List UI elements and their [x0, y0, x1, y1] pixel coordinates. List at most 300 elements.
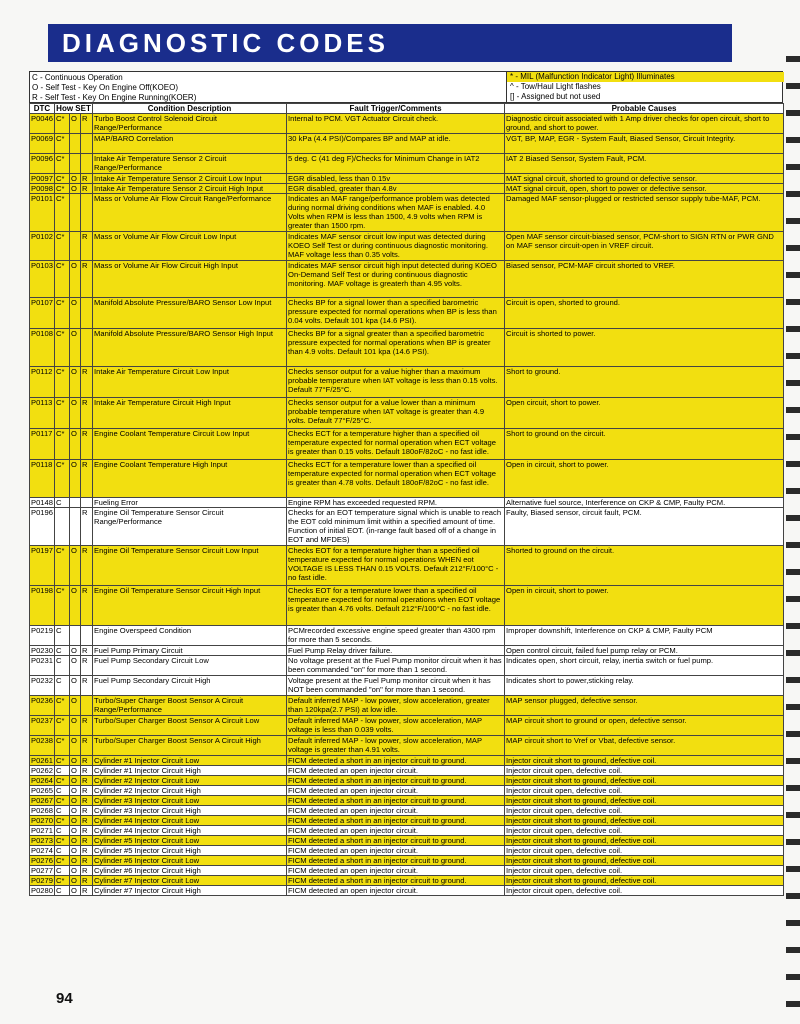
cause-cell: Faulty, Biased sensor, circuit fault, PCM. [505, 508, 784, 546]
fault-cell: Checks BP for a signal lower than a specified barometric pressure expected for normal operations when BP is less than 0.04 volts. Default 101 kpa (14.6 PSI). [287, 298, 505, 329]
diagnostic-codes-table [29, 103, 784, 896]
dtc-cell: P0046 [30, 114, 55, 134]
cause-cell: Short to ground on the circuit. [505, 429, 784, 460]
how-set-o-cell: O [70, 776, 81, 786]
fault-cell: Checks EOT for a temperature lower than a specified oil temperature expected for normal operations when EOT voltage is greater than 4.76 volts. Default 212°F/100°C - no fast idle. [287, 586, 505, 626]
how-set-c-cell: C* [55, 796, 70, 806]
how-set-o-cell: O [70, 646, 81, 656]
dtc-cell: P0265 [31, 786, 53, 795]
table-row [30, 646, 784, 656]
how-set-o-cell: O [70, 367, 81, 398]
fault-cell: Default inferred MAP - low power, slow acceleration, greater than 120kpa(2.7 PSI) at low idle. [287, 696, 505, 716]
condition-cell: Turbo/Super Charger Boost Sensor A Circuit High [93, 736, 287, 756]
table-row [30, 367, 784, 398]
fault-cell: FICM detected a short in an injector circuit to ground. [287, 756, 505, 766]
dtc-cell: P0237 [30, 716, 55, 736]
how-set-c-cell: C [55, 866, 70, 876]
cause-cell: Injector circuit short to ground, defective coil. [505, 756, 784, 766]
fault-cell: FICM detected an open injector circuit. [287, 766, 505, 776]
condition-cell: Cylinder #3 Injector Circuit High [93, 806, 287, 816]
how-set-o-cell: O [70, 786, 81, 796]
fault-cell: Indicates MAF sensor circuit high input detected during KOEO On-Demand Self Test or during continuous diagnostic monitoring. MAF voltage is greaterh than 4.95 volts. [287, 261, 505, 298]
cause-cell: MAT signal circuit, open, short to power or defective sensor. [505, 184, 784, 194]
cause-cell: Open control circuit, failed fuel pump relay or PCM. [505, 646, 784, 656]
dtc-cell: P0274 [31, 846, 53, 855]
cause-cell: Alternative fuel source, Interference on CKP & CMP, Faulty PCM. [505, 498, 784, 508]
condition-cell: Cylinder #5 Injector Circuit Low [93, 836, 287, 846]
condition-cell: Engine Coolant Temperature High Input [93, 460, 287, 498]
how-set-c-cell: C* [55, 194, 70, 232]
fault-cell: Checks BP for a signal greater than a specified barometric pressure expected for normal operations when BP is greater than 4.9 volts. Default 101 kpa (14.6 PSI). [287, 329, 505, 367]
dtc-cell: P0196 [30, 508, 55, 546]
table-row [30, 826, 784, 836]
how-set-c-cell: C [55, 766, 70, 776]
how-set-r-cell: R [81, 460, 93, 498]
dtc-cell: P0238 [30, 736, 55, 756]
table-row [30, 796, 784, 806]
condition-cell: Turbo Boost Control Solenoid Circuit Range/Performance [93, 114, 287, 134]
cause-cell: Improper downshift, Interference on CKP & CMP, Faulty PCM [505, 626, 784, 646]
dtc-cell: P0219 [30, 626, 55, 646]
how-set-o-cell: O [70, 298, 81, 329]
condition-cell: Cylinder #5 Injector Circuit High [93, 846, 287, 856]
dtc-cell: P0102 [30, 232, 55, 261]
cause-cell: Damaged MAF sensor-plugged or restricted sensor supply tube-MAF, PCM. [505, 194, 784, 232]
condition-cell: Cylinder #2 Injector Circuit High [93, 786, 287, 796]
table-row [30, 836, 784, 846]
how-set-r-cell: R [81, 261, 93, 298]
how-set-o-cell [70, 498, 81, 508]
how-set-o-cell: O [70, 766, 81, 776]
how-set-r-cell [81, 194, 93, 232]
how-set-c-cell: C* [55, 546, 70, 586]
how-set-c-cell: C* [55, 298, 70, 329]
legend-tow-haul: ^ - Tow/Haul Light flashes [510, 82, 601, 91]
fault-cell: FICM detected an open injector circuit. [287, 826, 505, 836]
fault-cell: Default inferred MAP - low power, slow acceleration, MAP voltage is less than 0.039 volts. [287, 716, 505, 736]
fault-cell: FICM detected a short in an injector circuit to ground. [287, 876, 505, 886]
dtc-cell: P0108 [30, 329, 55, 367]
table-row [30, 114, 784, 134]
page-number: 94 [56, 990, 73, 1007]
fault-cell: Engine RPM has exceeded requested RPM. [287, 498, 505, 508]
how-set-c-cell: C* [55, 367, 70, 398]
how-set-c-cell: C [55, 786, 70, 796]
how-set-c-cell: C [55, 886, 70, 896]
fault-cell: Checks EOT for a temperature higher than a specified oil temperature expected for normal operations WHEN eot VOLTAGE IS LESS THAN 0.15 VOLTS. Default 212°F/100°C - no fast idle. [287, 546, 505, 586]
fault-cell: Checks ECT for a temperature lower than a specified oil temperature expected for normal operation when ECT voltage is greater than 4.78 volts. Default 180oF/82oC - no fast idle. [287, 460, 505, 498]
fault-cell: Voltage present at the Fuel Pump monitor circuit when it has NOT been commanded "on" for more than 1 second. [287, 676, 505, 696]
dtc-cell: P0261 [31, 756, 53, 765]
how-set-r-cell: R [81, 846, 93, 856]
table-row [30, 816, 784, 826]
table-row [30, 232, 784, 261]
how-set-o-cell: O [70, 836, 81, 846]
how-set-r-cell: R [81, 796, 93, 806]
fault-cell: 30 kPa (4.4 PSI)/Compares BP and MAP at idle. [287, 134, 505, 154]
how-set-r-cell: R [81, 429, 93, 460]
how-set-o-cell [70, 232, 81, 261]
fault-cell: EGR disabled, less than 0.15v [287, 174, 505, 184]
how-set-r-cell: R [81, 826, 93, 836]
condition-cell: Cylinder #4 Injector Circuit High [93, 826, 287, 836]
fault-cell: FICM detected an open injector circuit. [287, 866, 505, 876]
dtc-cell: P0276 [31, 856, 53, 865]
condition-cell: Intake Air Temperature Sensor 2 Circuit Low Input [93, 174, 287, 184]
how-set-o-cell: O [70, 261, 81, 298]
cause-cell: MAP sensor plugged, defective sensor. [505, 696, 784, 716]
how-set-c-cell: C* [55, 174, 70, 184]
cause-cell: Biased sensor, PCM-MAF circuit shorted to VREF. [505, 261, 784, 298]
how-set-c-cell: C [55, 846, 70, 856]
how-set-o-cell: O [70, 586, 81, 626]
how-set-r-cell: R [81, 876, 93, 886]
how-set-o-cell: O [70, 806, 81, 816]
condition-cell: Intake Air Temperature Sensor 2 Circuit Range/Performance [93, 154, 287, 174]
dtc-cell: P0273 [31, 836, 53, 845]
table-row [30, 329, 784, 367]
how-set-r-cell: R [81, 184, 93, 194]
condition-cell: Cylinder #6 Injector Circuit High [93, 866, 287, 876]
how-set-c-cell: C* [55, 776, 70, 786]
condition-cell: Fueling Error [93, 498, 287, 508]
how-set-o-cell: O [70, 846, 81, 856]
table-row [30, 766, 784, 776]
table-row [30, 716, 784, 736]
fault-cell: FICM detected an open injector circuit. [287, 846, 505, 856]
how-set-c-cell: C* [55, 154, 70, 174]
how-set-o-cell: O [70, 184, 81, 194]
how-set-r-cell [81, 298, 93, 329]
fault-cell: Fuel Pump Relay driver failure. [287, 646, 505, 656]
how-set-c-cell: C* [55, 696, 70, 716]
how-set-r-cell: R [81, 646, 93, 656]
cause-cell: Injector circuit short to ground, defective coil. [505, 816, 784, 826]
how-set-r-cell: R [81, 766, 93, 776]
condition-cell: Engine Oil Temperature Sensor Circuit Low Input [93, 546, 287, 586]
cause-cell: Circuit is shorted to power. [505, 329, 784, 367]
how-set-r-cell: R [81, 856, 93, 866]
symbol-legend [506, 72, 784, 102]
condition-cell: Intake Air Temperature Circuit Low Input [93, 367, 287, 398]
how-set-header: How SET [56, 104, 91, 113]
how-set-o-cell: O [70, 796, 81, 806]
dtc-cell: P0230 [31, 646, 53, 655]
how-set-r-cell: R [81, 806, 93, 816]
how-set-r-cell [81, 134, 93, 154]
table-row [30, 696, 784, 716]
condition-cell: Engine Coolant Temperature Circuit Low Input [93, 429, 287, 460]
how-set-c-cell: C [55, 626, 70, 646]
condition-cell: Mass or Volume Air Flow Circuit Range/Performance [93, 194, 287, 232]
dtc-cell: P0271 [31, 826, 53, 835]
fault-cell: 5 deg. C (41 deg F)/Checks for Minimum Change in IAT2 [287, 154, 505, 174]
condition-cell: Manifold Absolute Pressure/BARO Sensor Low Input [93, 298, 287, 329]
table-row [30, 846, 784, 856]
spiral-binding [786, 40, 800, 1024]
table-row [30, 134, 784, 154]
table-row [30, 298, 784, 329]
cause-cell: Indicates open, short circuit, relay, inertia switch or fuel pump. [505, 656, 784, 676]
dtc-cell: P0148 [31, 498, 53, 507]
table-row [30, 856, 784, 866]
dtc-cell: P0267 [31, 796, 53, 805]
how-set-o-cell: O [70, 816, 81, 826]
cause-cell: Injector circuit short to ground, defective coil. [505, 856, 784, 866]
table-row [30, 756, 784, 766]
table-row [30, 194, 784, 232]
legend-koeo: O - Self Test - Key On Engine Off(KOEO) [32, 83, 178, 92]
how-set-r-cell: R [81, 786, 93, 796]
how-set-r-cell: R [81, 736, 93, 756]
cause-cell: Circuit is open, shorted to ground. [505, 298, 784, 329]
table-row [30, 508, 784, 546]
how-set-c-cell: C [55, 656, 70, 676]
table-row [30, 154, 784, 174]
how-set-c-cell: C* [55, 836, 70, 846]
how-set-c-cell: C* [55, 856, 70, 866]
condition-cell: Cylinder #1 Injector Circuit Low [93, 756, 287, 766]
condition-cell: Cylinder #3 Injector Circuit Low [93, 796, 287, 806]
table-row [30, 429, 784, 460]
cause-cell: MAT signal circuit, shorted to ground or defective sensor. [505, 174, 784, 184]
cause-cell: Open in circuit, short to power. [505, 460, 784, 498]
fault-cell: Indicates MAF sensor circuit low input was detected during KOEO Self Test or during continuous diagnostic monitoring. MAF voltage less than 0.35 volts. [287, 232, 505, 261]
table-row [30, 786, 784, 796]
condition-cell: Cylinder #4 Injector Circuit Low [93, 816, 287, 826]
cause-cell: Shorted to ground on the circuit. [505, 546, 784, 586]
how-set-r-cell: R [81, 114, 93, 134]
legend-assigned: [] - Assigned but not used [510, 92, 601, 101]
how-set-r-cell: R [81, 546, 93, 586]
fault-cell: Checks sensor output for a value higher than a maximum probable temperature when IAT voltage is less than 0.15 volts. Default 77°F/25°C. [287, 367, 505, 398]
legend-continuous: C - Continuous Operation [32, 73, 123, 82]
how-set-c-cell: C* [55, 716, 70, 736]
dtc-cell: P0096 [30, 154, 55, 174]
cause-cell: Injector circuit open, defective coil. [505, 766, 784, 776]
condition-cell: Cylinder #1 Injector Circuit High [93, 766, 287, 776]
how-set-r-cell: R [81, 232, 93, 261]
how-set-c-cell: C [55, 826, 70, 836]
how-set-o-cell [70, 194, 81, 232]
how-set-c-cell: C* [55, 736, 70, 756]
how-set-c-cell: C* [55, 876, 70, 886]
fault-cell: FICM detected an open injector circuit. [287, 886, 505, 896]
how-set-o-cell [70, 134, 81, 154]
condition-cell: Mass or Volume Air Flow Circuit Low Input [93, 232, 287, 261]
table-row [30, 184, 784, 194]
condition-cell: Manifold Absolute Pressure/BARO Sensor High Input [93, 329, 287, 367]
fault-cell: PCMrecorded excessive engine speed greater than 4300 rpm for more than 5 seconds. [287, 626, 505, 646]
table-row [30, 460, 784, 498]
how-set-r-cell: R [81, 836, 93, 846]
cause-cell: MAP circuit short to ground or open, defective sensor. [505, 716, 784, 736]
legend-mil: * - MIL (Malfunction Indicator Light) Illuminates [507, 72, 784, 82]
dtc-cell: P0262 [31, 766, 53, 775]
how-set-r-cell: R [81, 656, 93, 676]
how-set-o-cell: O [70, 174, 81, 184]
how-set-c-cell: C* [55, 460, 70, 498]
fault-cell: FICM detected a short in an injector circuit to ground. [287, 796, 505, 806]
how-set-r-cell: R [81, 398, 93, 429]
how-set-r-cell: R [81, 174, 93, 184]
how-set-c-cell: C* [55, 429, 70, 460]
how-set-o-cell: O [70, 460, 81, 498]
condition-cell: Turbo/Super Charger Boost Sensor A Circuit Low [93, 716, 287, 736]
fault-cell: Checks sensor output for a value lower than a minimum probable temperature when IAT voltage is greater than 4.9 volts. Default 77°F/25°C. [287, 398, 505, 429]
fault-cell: FICM detected an open injector circuit. [287, 806, 505, 816]
legend-box [29, 71, 783, 103]
legend-koer: R - Self Test - Key On Engine Running(KOER) [32, 93, 197, 102]
cause-cell: MAP circuit short to Vref or Vbat, defective sensor. [505, 736, 784, 756]
how-set-o-cell: O [70, 114, 81, 134]
condition-cell: Mass or Volume Air Flow Circuit High Input [93, 261, 287, 298]
how-set-c-cell: C* [55, 586, 70, 626]
how-set-c-cell [55, 508, 70, 546]
how-set-o-cell: O [70, 429, 81, 460]
how-set-o-cell: O [70, 696, 81, 716]
cause-cell: Injector circuit open, defective coil. [505, 786, 784, 796]
how-set-o-cell: O [70, 329, 81, 367]
how-set-legend [32, 73, 502, 103]
fault-cell: EGR disabled, greater than 4.8v [287, 184, 505, 194]
how-set-r-cell: R [81, 756, 93, 766]
dtc-cell: P0101 [30, 194, 55, 232]
fault-cell: Internal to PCM. VGT Actuator Circuit check. [287, 114, 505, 134]
causes-header: Probable Causes [505, 104, 784, 114]
table-row [30, 886, 784, 896]
table-row [30, 261, 784, 298]
condition-cell: Cylinder #7 Injector Circuit High [93, 886, 287, 896]
dtc-cell: P0112 [30, 367, 55, 398]
table-row [30, 498, 784, 508]
dtc-cell: P0279 [31, 876, 53, 885]
fault-cell: Checks for an EOT temperature signal which is unable to reach the EOT cold minimum limit within a specified amount of time. Function of initial EOT. (in-range fault based off of a change in EOT and MFDES) [287, 508, 505, 546]
how-set-c-cell: C [55, 676, 70, 696]
cause-cell: Injector circuit open, defective coil. [505, 826, 784, 836]
table-row [30, 174, 784, 184]
how-set-r-cell [81, 498, 93, 508]
fault-cell: FICM detected a short in an injector circuit to ground. [287, 776, 505, 786]
table-row [30, 586, 784, 626]
how-set-c-cell: C* [55, 134, 70, 154]
how-set-c-cell: C [55, 498, 70, 508]
how-set-r-cell: R [81, 866, 93, 876]
condition-cell: Engine Oil Temperature Sensor Circuit Range/Performance [93, 508, 287, 546]
how-set-r-cell: R [81, 367, 93, 398]
how-set-c-cell: C [55, 806, 70, 816]
cause-cell: IAT 2 Biased Sensor, System Fault, PCM. [505, 154, 784, 174]
how-set-o-cell: O [70, 886, 81, 896]
how-set-r-cell: R [81, 816, 93, 826]
dtc-cell: P0118 [30, 460, 55, 498]
cause-cell: Injector circuit short to ground, defective coil. [505, 876, 784, 886]
dtc-cell: P0197 [30, 546, 55, 586]
how-set-c-cell: C* [55, 184, 70, 194]
how-set-r-cell: R [81, 676, 93, 696]
how-set-c-cell: C* [55, 114, 70, 134]
dtc-cell: P0069 [30, 134, 55, 154]
fault-cell: No voltage present at the Fuel Pump monitor circuit when it has been commanded "on" for more than 1 second. [287, 656, 505, 676]
how-set-r-cell: R [81, 508, 93, 546]
how-set-r-cell [81, 626, 93, 646]
how-set-o-cell [70, 154, 81, 174]
table-row [30, 676, 784, 696]
how-set-o-cell: O [70, 736, 81, 756]
cause-cell: Open MAF sensor circuit-biased sensor, PCM-short to SIGN RTN or PWR GND on MAF sensor circuit-open in VREF circuit. [505, 232, 784, 261]
fault-cell: Checks ECT for a temperature higher than a specified oil temperature expected for normal operation when ECT voltage is greater than 0.15 volts. Default 180oF/82oC - no fast idle. [287, 429, 505, 460]
how-set-o-cell: O [70, 866, 81, 876]
how-set-o-cell: O [70, 398, 81, 429]
condition-cell: Fuel Pump Primary Circuit [93, 646, 287, 656]
dtc-cell: P0107 [30, 298, 55, 329]
how-set-c-cell: C* [55, 232, 70, 261]
how-set-o-cell: O [70, 826, 81, 836]
how-set-o-cell: O [70, 876, 81, 886]
page-title: DIAGNOSTIC CODES [48, 24, 732, 62]
dtc-cell: P0236 [30, 696, 55, 716]
fault-cell: FICM detected a short in an injector circuit to ground. [287, 816, 505, 826]
dtc-cell: P0277 [31, 866, 53, 875]
condition-cell: Cylinder #2 Injector Circuit Low [93, 776, 287, 786]
how-set-c-cell: C* [55, 329, 70, 367]
how-set-r-cell: R [81, 776, 93, 786]
cause-cell: Injector circuit open, defective coil. [505, 886, 784, 896]
cause-cell: Injector circuit short to ground, defective coil. [505, 836, 784, 846]
cause-cell: Open circuit, short to power. [505, 398, 784, 429]
cause-cell: Open in circuit, short to power. [505, 586, 784, 626]
fault-cell: FICM detected a short in an injector circuit to ground. [287, 836, 505, 846]
dtc-header: DTC [30, 104, 55, 114]
cause-cell: Injector circuit open, defective coil. [505, 806, 784, 816]
table-row [30, 806, 784, 816]
dtc-cell: P0232 [30, 676, 55, 696]
condition-cell: Cylinder #7 Injector Circuit Low [93, 876, 287, 886]
how-set-r-cell [81, 154, 93, 174]
table-row [30, 656, 784, 676]
how-set-o-cell: O [70, 756, 81, 766]
dtc-cell: P0113 [30, 398, 55, 429]
how-set-c-cell: C* [55, 398, 70, 429]
how-set-c-cell: C [55, 646, 70, 656]
table-row [30, 398, 784, 429]
table-row [30, 736, 784, 756]
dtc-cell: P0097 [31, 174, 53, 183]
how-set-o-cell: O [70, 656, 81, 676]
how-set-r-cell: R [81, 886, 93, 896]
table-row [30, 866, 784, 876]
how-set-o-cell: O [70, 716, 81, 736]
fault-header: Fault Trigger/Comments [287, 104, 505, 114]
cause-cell: Indicates short to power,sticking relay. [505, 676, 784, 696]
how-set-c-cell: C* [55, 261, 70, 298]
how-set-o-cell [70, 626, 81, 646]
how-set-o-cell: O [70, 676, 81, 696]
fault-cell: FICM detected an open injector circuit. [287, 786, 505, 796]
dtc-cell: P0103 [30, 261, 55, 298]
cause-cell: VGT, BP, MAP, EGR - System Fault, Biased Sensor, Circuit Integrity. [505, 134, 784, 154]
how-set-r-cell: R [81, 716, 93, 736]
how-set-c-cell: C* [55, 756, 70, 766]
fault-cell: Indicates an MAF range/performance problem was detected during normal driving conditions when MAF is enabled. 4.0 Volts when RPM is less than 1500, 4.9 volts when RPM is greater than 1500 rpm. [287, 194, 505, 232]
condition-cell: MAP/BARO Correlation [93, 134, 287, 154]
how-set-r-cell [81, 329, 93, 367]
condition-cell: Cylinder #6 Injector Circuit Low [93, 856, 287, 866]
fault-cell: FICM detected a short in an injector circuit to ground. [287, 856, 505, 866]
how-set-r-cell: R [81, 586, 93, 626]
cause-cell: Injector circuit short to ground, defective coil. [505, 796, 784, 806]
table-row [30, 776, 784, 786]
